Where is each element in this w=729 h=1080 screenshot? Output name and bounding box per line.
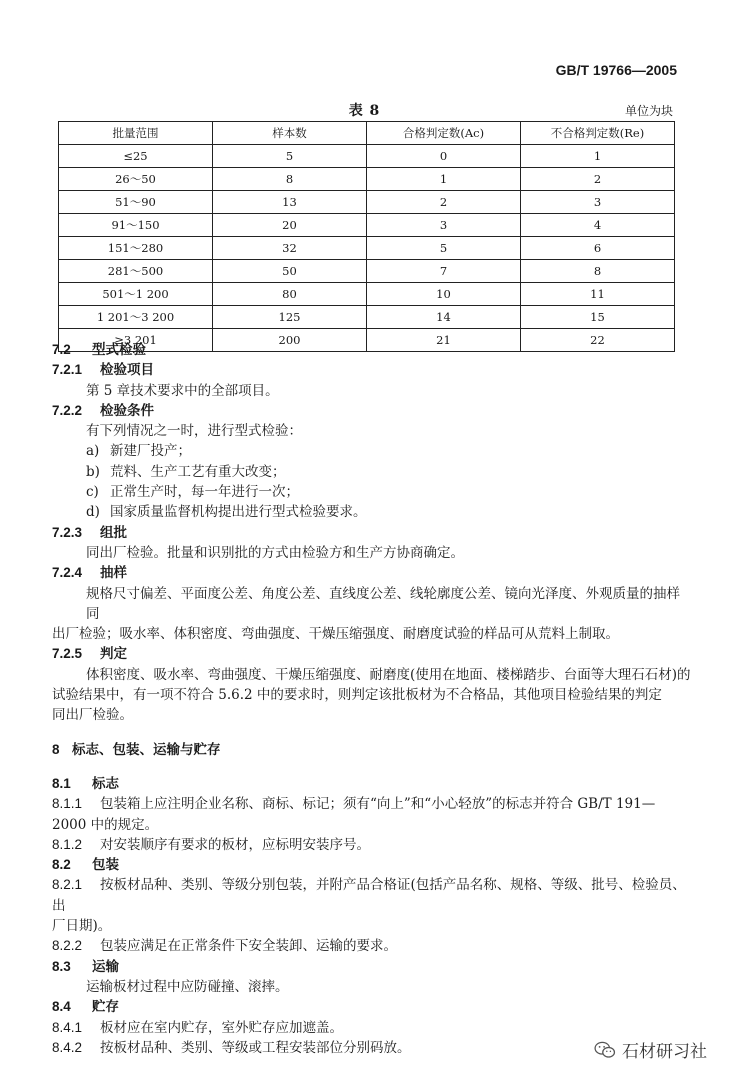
table-cell: 51～90 xyxy=(59,191,213,214)
table-cell: 125 xyxy=(213,306,367,329)
table-row xyxy=(59,168,675,191)
sampling-table xyxy=(58,121,675,352)
table-cell: 3 xyxy=(521,191,675,214)
table-cell: 5 xyxy=(367,237,521,260)
table-row xyxy=(59,191,675,214)
section-heading: 7.2.1 检验项目 xyxy=(52,362,154,379)
table-row xyxy=(59,306,675,329)
table-unit: 单位为块 xyxy=(624,104,673,118)
section-heading: 7.2.5 判定 xyxy=(52,646,127,663)
paragraph: 体积密度、吸水率、弯曲强度、干燥压缩强度、耐磨度(使用在地面、楼梯踏步、台面等大理石石材)的 xyxy=(86,666,691,683)
table-cell: ≤25 xyxy=(59,145,213,168)
table-cell: 14 xyxy=(367,306,521,329)
watermark xyxy=(594,1037,707,1062)
list-item: b) 荒料、生产工艺有重大改变； xyxy=(86,463,286,480)
table-cell: 0 xyxy=(367,145,521,168)
table-header-row xyxy=(59,122,675,145)
section-heading: 7.2.3 组批 xyxy=(52,524,127,541)
table-cell: 80 xyxy=(213,283,367,306)
section-heading: 8.1 标志 xyxy=(52,775,119,792)
section-heading: 8.2 包装 xyxy=(52,857,119,874)
table-cell: 200 xyxy=(213,329,367,352)
paragraph: 8.2.2 包装应满足在正常条件下安全装卸、运输的要求。 xyxy=(52,938,397,955)
paragraph: 试验结果中，有一项不符合 5.6.2 中的要求时，则判定该批板材为不合格品，其他项目检验结果的判定 xyxy=(52,687,662,704)
table-cell: 1 xyxy=(521,145,675,168)
paragraph: 8.2.1 按板材品种、类别、等级分别包装，并附产品合格证(包括产品名称、规格、等级、批号、检验员、出 xyxy=(52,877,686,914)
table-cell: 20 xyxy=(213,214,367,237)
table-cell: 281～500 xyxy=(59,260,213,283)
section-heading: 8.3 运输 xyxy=(52,958,119,975)
paragraph: 厂日期)。 xyxy=(52,918,112,935)
paragraph: 出厂检验；吸水率、体积密度、弯曲强度、干燥压缩强度、耐磨度试验的样品可从荒料上制取。 xyxy=(52,626,619,643)
table-cell: 6 xyxy=(521,237,675,260)
table-cell: 22 xyxy=(521,329,675,352)
list-item: d) 国家质量监督机构提出进行型式检验要求。 xyxy=(86,504,367,521)
table-cell: 2 xyxy=(521,168,675,191)
table-cell: 3 xyxy=(367,214,521,237)
paragraph: 8.1.1 包装箱上应注明企业名称、商标、标记；须有“向上”和“小心轻放”的标志并符合 GB/T 191— xyxy=(52,796,656,813)
paragraph: 同出厂检验。 xyxy=(52,707,133,724)
table-row xyxy=(59,237,675,260)
paragraph: 8.4.2 按板材品种、类别、等级或工程安装部位分别码放。 xyxy=(52,1039,411,1056)
section-heading: 8.4 贮存 xyxy=(52,999,119,1016)
table-cell: 13 xyxy=(213,191,367,214)
paragraph: 8.1.2 对安装顺序有要求的板材，应标明安装序号。 xyxy=(52,836,370,853)
table-row xyxy=(59,145,675,168)
column-header: 不合格判定数(Re) xyxy=(521,122,675,145)
table-row xyxy=(59,283,675,306)
table-cell: 8 xyxy=(521,260,675,283)
table-cell: 2 xyxy=(367,191,521,214)
table-title: 表 8 xyxy=(348,103,381,119)
table-row xyxy=(59,260,675,283)
wechat-icon xyxy=(594,1041,616,1059)
section-heading: 7.2.4 抽样 xyxy=(52,565,127,582)
paragraph: 8.4.1 板材应在室内贮存，室外贮存应加遮盖。 xyxy=(52,1019,343,1036)
paragraph: 有下列情况之一时，进行型式检验： xyxy=(86,423,302,440)
list-item: a) 新建厂投产； xyxy=(86,443,191,460)
table-cell: 21 xyxy=(367,329,521,352)
paragraph: 2000 中的规定。 xyxy=(52,816,159,833)
section-heading: 7.2 型式检验 xyxy=(52,342,146,358)
body-text xyxy=(52,340,692,1058)
table-cell: 8 xyxy=(213,168,367,191)
column-header: 合格判定数(Ac) xyxy=(367,122,521,145)
table-cell: 50 xyxy=(213,260,367,283)
column-header: 样本数 xyxy=(213,122,367,145)
paragraph: 第 5 章技术要求中的全部项目。 xyxy=(86,382,279,399)
list-item: c) 正常生产时，每一年进行一次； xyxy=(86,484,299,501)
table-row xyxy=(59,214,675,237)
table-cell: 15 xyxy=(521,306,675,329)
paragraph: 运输板材过程中应防碰撞、滚摔。 xyxy=(86,978,289,995)
table-cell: 501～1 200 xyxy=(59,283,213,306)
table-cell: 91～150 xyxy=(59,214,213,237)
table-cell: 10 xyxy=(367,283,521,306)
table-cell: 151～280 xyxy=(59,237,213,260)
table-cell: 32 xyxy=(213,237,367,260)
table-cell: 4 xyxy=(521,214,675,237)
table-cell: 1 xyxy=(367,168,521,191)
chapter-heading: 8 标志、包装、运输与贮存 xyxy=(52,741,221,758)
table-cell: 26～50 xyxy=(59,168,213,191)
table-cell: ≥3 201 xyxy=(59,329,213,352)
column-header: 批量范围 xyxy=(59,122,213,145)
table-cell: 7 xyxy=(367,260,521,283)
paragraph: 规格尺寸偏差、平面度公差、角度公差、直线度公差、线轮廓度公差、镜向光泽度、外观质量的抽样同 xyxy=(86,585,680,622)
paragraph: 同出厂检验。批量和识别批的方式由检验方和生产方协商确定。 xyxy=(86,544,464,561)
section-heading: 7.2.2 检验条件 xyxy=(52,402,154,419)
standard-code: GB/T 19766—2005 xyxy=(555,62,677,78)
table-cell: 11 xyxy=(521,283,675,306)
watermark-text: 石材研习社 xyxy=(622,1042,707,1062)
table-cell: 5 xyxy=(213,145,367,168)
table-cell: 1 201～3 200 xyxy=(59,306,213,329)
